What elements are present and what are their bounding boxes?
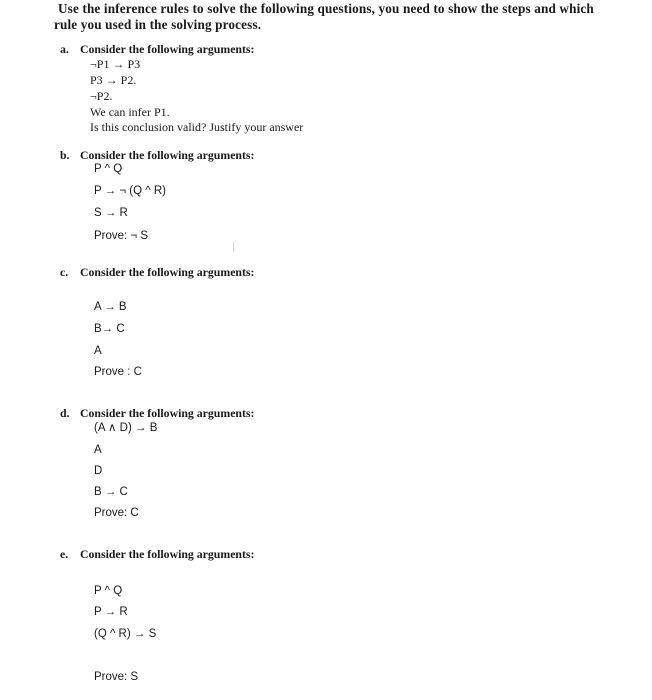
part-e-heading: [60, 547, 254, 561]
part-c-heading-text: Consider the following arguments:: [80, 265, 255, 279]
part-d-line-5: Prove: C: [94, 507, 139, 519]
instructions-line-1: Use the inference rules to solve the following questions, you need to show the steps and which: [58, 1, 594, 16]
instructions-line-2: rule you used in the solving process.: [54, 17, 262, 32]
part-d-label: d.: [60, 406, 70, 420]
part-e-line-1: P ^ Q: [94, 585, 123, 597]
part-b-heading: [60, 148, 254, 162]
part-e-heading-text: Consider the following arguments:: [80, 547, 255, 561]
part-c-label: c.: [60, 265, 69, 279]
part-b-line-1: P ^ Q: [94, 163, 123, 175]
part-e-line-3: (Q ^ R) → S: [94, 628, 157, 640]
part-a-heading-text: Consider the following arguments:: [80, 42, 255, 56]
part-c-heading: [60, 265, 254, 279]
part-a-label: a.: [60, 42, 69, 56]
part-a-line-1: ¬P1 → P3: [90, 57, 141, 71]
part-e-label: e.: [60, 547, 69, 561]
part-d-line-3: D: [94, 465, 103, 477]
part-c-line-3: A: [94, 345, 102, 357]
part-a-line-5: Is this conclusion valid? Justify your answer: [90, 120, 304, 134]
part-c-line-1: A → B: [94, 301, 127, 313]
part-b-line-4: Prove: ¬ S: [94, 230, 149, 242]
part-b-label: b.: [60, 148, 70, 162]
part-a-heading: [60, 42, 254, 56]
part-a-line-2: P3 → P2.: [90, 73, 137, 87]
part-b-line-2: P → ¬ (Q ^ R): [94, 185, 166, 197]
part-e-line-2: P → R: [94, 606, 128, 618]
part-a-line-4: We can infer P1.: [90, 105, 170, 119]
text-cursor-mark: [233, 242, 234, 252]
part-c-line-4: Prove : C: [94, 366, 142, 378]
instructions: [54, 1, 628, 33]
part-e-line-4: Prove: S: [94, 671, 139, 683]
part-d-heading-text: Consider the following arguments:: [80, 406, 255, 420]
part-b-line-3: S → R: [94, 207, 128, 219]
part-d-line-1: (A ∧ D) → B: [94, 422, 158, 434]
part-d-line-4: B → C: [94, 486, 128, 498]
part-d-heading: [60, 406, 254, 420]
part-c-line-2: B→ C: [94, 323, 125, 335]
part-d-line-2: A: [94, 444, 102, 456]
part-a-line-3: ¬P2.: [90, 89, 113, 103]
part-b-heading-text: Consider the following arguments:: [80, 148, 255, 162]
